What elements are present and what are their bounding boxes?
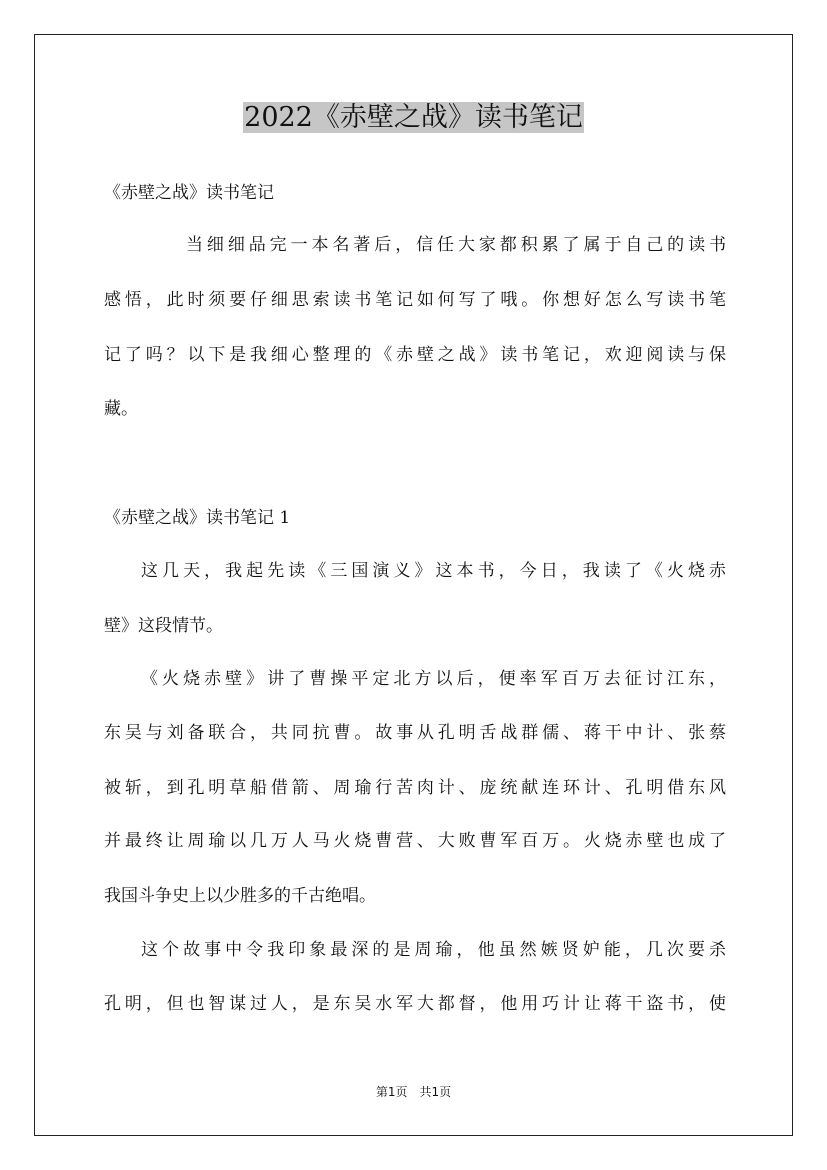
paragraph-line: 孔明，但也智谋过人，是东吴水军大都督，他用巧计让蒋干盗书，使 (104, 994, 726, 1014)
intro-line: 藏。 (104, 399, 138, 419)
intro-line: 记了吗？以下是我细心整理的《赤壁之战》读书笔记，欢迎阅读与保 (104, 345, 726, 365)
intro-line: 感悟，此时须要仔细思索读书笔记如何写了哦。你想好怎么写读书笔 (104, 290, 726, 310)
document-subtitle: 《赤壁之战》读书笔记 (104, 183, 274, 203)
paragraph-line: 被斩，到孔明草船借箭、周瑜行苦肉计、庞统献连环计、孔明借东风 (104, 778, 726, 798)
section-heading: 《赤壁之战》读书笔记 1 (104, 508, 291, 528)
page-footer: 第1页 共1页 (375, 1085, 452, 1099)
intro-line: 当细细品完一本名著后，信任大家都积累了属于自己的读书 (186, 235, 726, 255)
paragraph-line: 东吴与刘备联合，共同抗曹。故事从孔明舌战群儒、蒋干中计、张蔡 (104, 723, 726, 743)
paragraph-line: 这几天，我起先读《三国演义》这本书，今日，我读了《火烧赤 (141, 561, 726, 581)
document-title (0, 96, 827, 140)
paragraph-line: 并最终让周瑜以几万人马火烧曹营、大败曹军百万。火烧赤壁也成了 (104, 831, 726, 851)
paragraph-line: 壁》这段情节。 (104, 616, 223, 636)
paragraph-line: 《火烧赤壁》讲了曹操平定北方以后，便率军百万去征讨江东， (141, 669, 726, 689)
paragraph-line: 这个故事中令我印象最深的是周瑜，他虽然嫉贤妒能，几次要杀 (141, 940, 726, 960)
paragraph-line: 我国斗争史上以少胜多的千古绝唱。 (104, 886, 376, 906)
document-title-text: 2022《赤壁之战》读书笔记 (244, 102, 583, 133)
